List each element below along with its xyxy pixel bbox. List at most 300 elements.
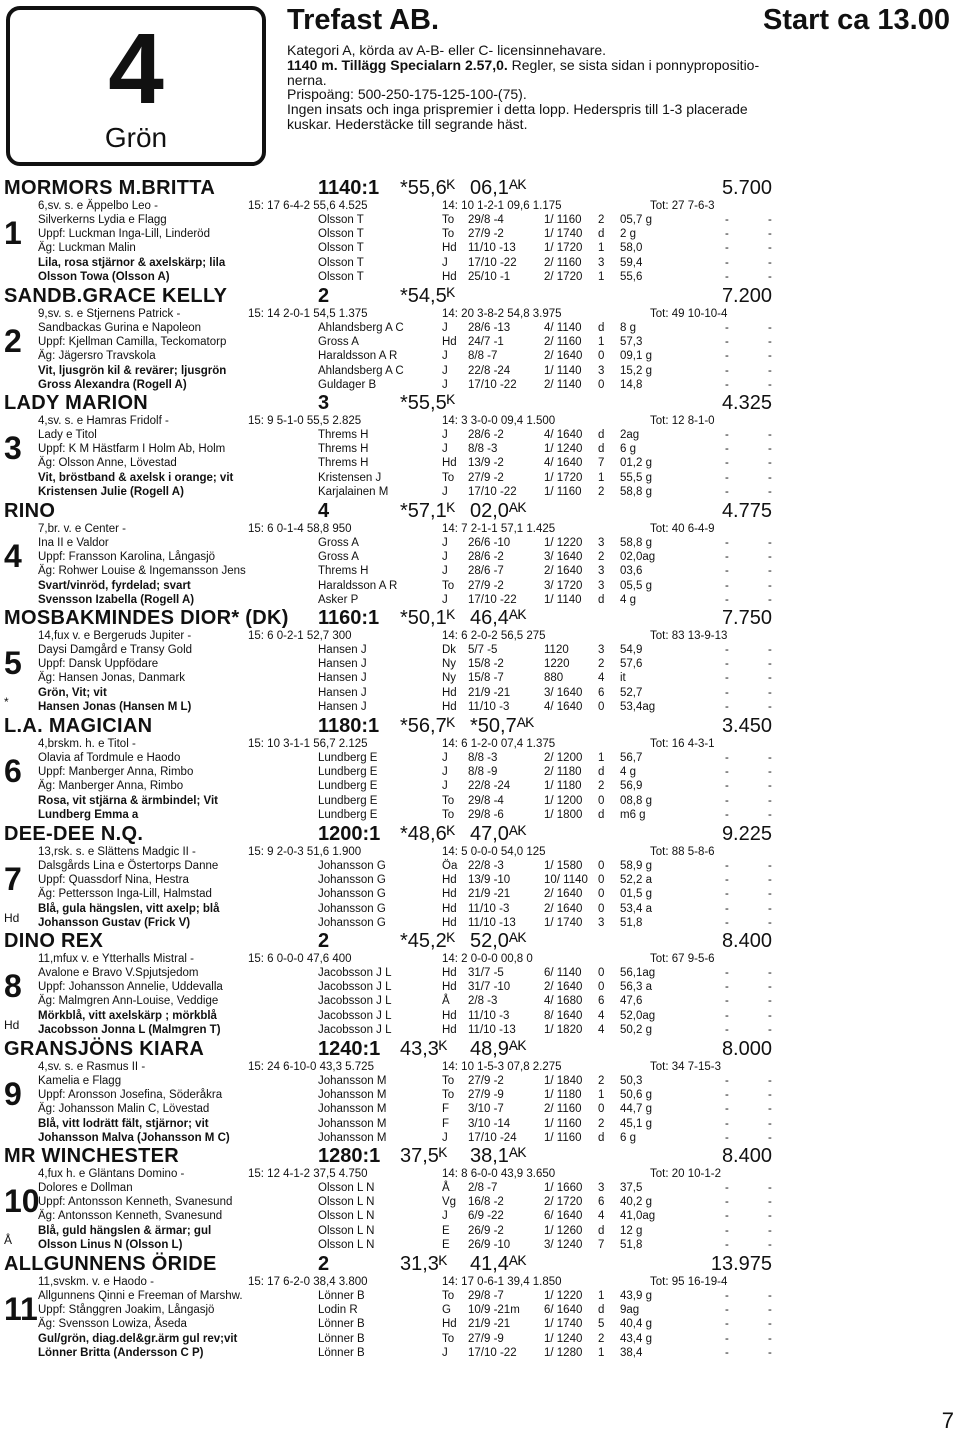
result-cell: 12 g xyxy=(620,1224,643,1237)
result-cell: 3/ 1720 xyxy=(544,579,583,592)
result-row xyxy=(0,980,960,994)
result-cell: - xyxy=(768,1131,772,1144)
race-title: Trefast AB. xyxy=(287,4,440,36)
result-cell: m6 g xyxy=(620,808,646,821)
distance: 1280:1 xyxy=(318,1145,381,1167)
result-row xyxy=(0,1009,960,1023)
result-cell: - xyxy=(725,350,729,363)
result-row xyxy=(0,657,960,671)
result-cell: Silverkerns Lydia e Flagg xyxy=(38,214,167,226)
stats-cell: 15: 12 4-1-2 37,5 4.750 xyxy=(248,1168,368,1180)
result-cell: - xyxy=(725,1346,729,1359)
result-cell: 1/ 1220 xyxy=(544,1290,583,1302)
result-cell: - xyxy=(725,1210,729,1223)
result-cell: - xyxy=(725,429,729,441)
stats-cell: 4,sv. s. e Rasmus II - xyxy=(38,1061,146,1073)
result-cell: - xyxy=(768,860,772,872)
result-cell: 2/ 1140 xyxy=(544,378,582,391)
result-cell: 1/ 1260 xyxy=(544,1224,583,1237)
result-cell: To xyxy=(442,1332,455,1345)
result-cell: Uppf: Antonsson Kenneth, Svanesund xyxy=(38,1196,233,1209)
result-cell: 11/10 -13 xyxy=(468,242,516,255)
stats-row xyxy=(0,307,960,321)
result-row xyxy=(0,1238,960,1252)
result-cell: - xyxy=(725,270,729,283)
result-cell: Hd xyxy=(442,457,457,470)
result-cell: - xyxy=(725,471,729,484)
result-cell: J xyxy=(442,565,448,578)
result-cell: 2 xyxy=(598,551,605,564)
result-cell: 4 g xyxy=(620,593,636,606)
result-cell: 0 xyxy=(598,902,605,915)
result-cell: 58,9 g xyxy=(620,860,652,872)
result-cell: Äg: Rohwer Louise & Ingemansson Jens xyxy=(38,565,246,578)
result-cell: 10/ 1140 xyxy=(544,874,588,887)
result-cell: Jacobsson Jonna L (Malmgren T) xyxy=(38,1023,221,1036)
horse-name: SANDB.GRACE KELLY xyxy=(4,285,228,307)
stats-cell: 11,svskm. v. e Haodo - xyxy=(38,1276,154,1288)
result-cell: - xyxy=(725,256,729,269)
result-cell: - xyxy=(725,378,729,391)
result-cell: Johansson M xyxy=(318,1131,387,1144)
stats-row xyxy=(0,1167,960,1181)
stats-cell: 15: 17 6-2-0 38,4 3.800 xyxy=(248,1276,368,1288)
result-cell: - xyxy=(725,874,729,887)
result-cell: 56,1ag xyxy=(620,967,656,979)
record: *45,2ᴷ xyxy=(400,930,456,952)
record: *55,6ᴷ xyxy=(400,177,456,199)
stats-cell: Tot: 12 8-1-0 xyxy=(650,415,715,427)
race-info-line: Kategori A, körda av A-B- eller C- licensinnehavare. xyxy=(287,42,607,58)
result-cell: 0 xyxy=(598,700,605,713)
result-cell: 4 g xyxy=(620,766,636,779)
result-cell: 40,2 g xyxy=(620,1196,652,1209)
record: *54,5ᴷ xyxy=(400,285,456,307)
result-row xyxy=(0,442,960,456)
record: *55,5ᴷ xyxy=(400,392,456,414)
stats-cell: 4,brskm. h. e Titol - xyxy=(38,738,136,750)
result-cell: 15/8 -7 xyxy=(468,672,504,685)
stats-row xyxy=(0,522,960,536)
result-cell: - xyxy=(768,364,772,377)
result-row xyxy=(0,1224,960,1238)
result-cell: - xyxy=(725,995,729,1008)
result-cell: 13/9 -10 xyxy=(468,874,511,887)
result-cell: 4/ 1640 xyxy=(544,457,583,470)
stats-cell: 14: 6 2-0-2 56,5 275 xyxy=(442,630,546,642)
result-cell: 9ag xyxy=(620,1304,640,1317)
result-cell: 44,7 g xyxy=(620,1103,652,1116)
result-cell: d xyxy=(598,228,605,241)
stats-cell: Tot: 16 4-3-1 xyxy=(650,738,715,750)
stats-cell: 15: 9 5-1-0 55,5 2.825 xyxy=(248,415,362,427)
result-cell: Öa xyxy=(442,860,458,872)
result-cell: - xyxy=(725,364,729,377)
result-cell: 2 xyxy=(598,1332,605,1345)
result-cell: Hd xyxy=(442,336,457,349)
result-cell: - xyxy=(725,551,729,564)
distance: 2 xyxy=(318,930,330,952)
stats-row xyxy=(0,199,960,213)
result-row xyxy=(0,456,960,470)
horse-number: 11 xyxy=(4,1291,38,1327)
result-cell: 22/8 -24 xyxy=(468,780,511,793)
result-cell: J xyxy=(442,378,448,391)
horse-entry xyxy=(0,607,960,711)
result-cell: To xyxy=(442,228,455,241)
result-cell: - xyxy=(725,565,729,578)
result-cell: J xyxy=(442,429,448,441)
result-row xyxy=(0,779,960,793)
result-cell: To xyxy=(442,471,455,484)
result-cell: 2 g xyxy=(620,228,636,241)
distance: 1140:1 xyxy=(318,177,380,199)
result-cell: 56,3 a xyxy=(620,981,652,994)
result-cell: Uppf: K M Hästfarm I Holm Ab, Holm xyxy=(38,443,226,456)
result-cell: Olsson T xyxy=(318,228,364,241)
stats-cell: 6,sv. s. e Äppelbo Leo - xyxy=(38,200,158,212)
result-cell: J xyxy=(442,551,448,564)
result-cell: Ny xyxy=(442,672,457,685)
horse-name: MR WINCHESTER xyxy=(4,1145,180,1167)
result-cell: - xyxy=(725,1103,729,1116)
result-row xyxy=(0,643,960,657)
result-cell: 13/9 -2 xyxy=(468,457,504,470)
result-cell: 54,9 xyxy=(620,644,643,656)
result-cell: 27/9 -9 xyxy=(468,1332,504,1345)
result-cell: 3/ 1240 xyxy=(544,1238,583,1251)
result-cell: - xyxy=(725,1238,729,1251)
horse-entry xyxy=(0,1145,960,1249)
result-row xyxy=(0,321,960,335)
earnings: 7.200 xyxy=(721,285,772,307)
result-cell: J xyxy=(442,443,448,456)
horse-note: * xyxy=(4,695,9,709)
result-cell: - xyxy=(725,1318,729,1331)
result-cell: J xyxy=(442,485,448,498)
result-row xyxy=(0,564,960,578)
result-cell: - xyxy=(725,672,729,685)
result-cell: 0 xyxy=(598,378,605,391)
stats-cell: 14: 2 0-0-0 00,8 0 xyxy=(442,953,533,965)
result-row xyxy=(0,428,960,442)
stats-cell: Tot: 88 5-8-6 xyxy=(650,846,715,858)
stats-cell: 14: 8 6-0-0 43,9 3.650 xyxy=(442,1168,556,1180)
result-cell: - xyxy=(725,1290,729,1302)
result-cell: 01,2 g xyxy=(620,457,652,470)
result-cell: Hd xyxy=(442,1318,457,1331)
horse-name: DEE-DEE N.Q. xyxy=(4,823,144,845)
horse-note: Hd xyxy=(4,1018,20,1032)
result-cell: - xyxy=(768,902,772,915)
result-cell: 53,4ag xyxy=(620,700,656,713)
result-cell: 2/ 1160 xyxy=(544,336,582,349)
result-cell: 2/ 1640 xyxy=(544,888,583,901)
result-row xyxy=(0,593,960,607)
result-cell: 1/ 1160 xyxy=(544,214,582,226)
result-cell: Mörkblå, vitt axelskärp ; mörkblå xyxy=(38,1009,217,1022)
auto-record: 48,9ᴬᴷ xyxy=(470,1038,527,1060)
stats-cell: 9,sv. s. e Stjernens Patrick - xyxy=(38,308,181,320)
result-cell: 1/ 1160 xyxy=(544,1117,582,1130)
horse-entry xyxy=(0,500,960,604)
result-cell: 8/8 -9 xyxy=(468,766,498,779)
stats-cell: 15: 24 6-10-0 43,3 5.725 xyxy=(248,1061,374,1073)
result-cell: Johansson M xyxy=(318,1103,387,1116)
result-cell: - xyxy=(725,1117,729,1130)
result-cell: J xyxy=(442,1346,448,1359)
result-cell: - xyxy=(768,981,772,994)
horse-number: 1 xyxy=(4,215,22,251)
earnings: 9.225 xyxy=(721,823,772,845)
page-number: 7 xyxy=(941,1408,954,1433)
result-cell: Hd xyxy=(442,874,457,887)
result-cell: - xyxy=(768,766,772,779)
result-cell: 3 xyxy=(598,256,605,269)
result-cell: 0 xyxy=(598,967,605,979)
result-cell: 1 xyxy=(598,242,605,255)
result-cell: Äg: Luckman Malin xyxy=(38,242,136,255)
result-cell: To xyxy=(442,808,455,821)
result-cell: 1/ 1220 xyxy=(544,537,583,549)
result-cell: 15,2 g xyxy=(620,364,652,377)
result-cell: 1/ 1740 xyxy=(544,228,583,241)
result-cell: 28/6 -13 xyxy=(468,322,511,334)
stats-cell: 15: 6 0-1-4 58,8 950 xyxy=(248,523,352,535)
stats-cell: 7,br. v. e Center - xyxy=(38,523,126,535)
start-time: Start ca 13.00 xyxy=(762,4,950,36)
result-row xyxy=(0,1209,960,1223)
result-row xyxy=(0,485,960,499)
earnings: 8.000 xyxy=(721,1038,772,1060)
result-row xyxy=(0,916,960,930)
result-cell: - xyxy=(768,1196,772,1209)
race-info-line: Prispoäng: 500-250-175-125-100-(75). xyxy=(287,86,527,103)
record: *57,1ᴷ xyxy=(400,500,456,522)
distance: 1240:1 xyxy=(318,1038,381,1060)
result-row xyxy=(0,378,960,392)
result-cell: 6/ 1140 xyxy=(544,967,582,979)
result-cell: 1 xyxy=(598,752,605,764)
horse-number: 5 xyxy=(4,645,22,681)
result-cell: 1/ 1160 xyxy=(544,485,582,498)
horse-number: 7 xyxy=(4,861,22,897)
result-cell: 52,0ag xyxy=(620,1009,656,1022)
result-cell: 1/ 1800 xyxy=(544,808,583,821)
result-cell: - xyxy=(725,808,729,821)
result-cell: - xyxy=(725,658,729,671)
result-cell: 6/ 1640 xyxy=(544,1210,583,1223)
result-cell: 31/7 -10 xyxy=(468,981,511,994)
stats-cell: 15: 10 3-1-1 56,7 2.125 xyxy=(248,738,368,750)
horse-entry xyxy=(0,1038,960,1142)
result-cell: d xyxy=(598,429,605,441)
result-cell: 58,0 xyxy=(620,242,643,255)
result-cell: 2/8 -3 xyxy=(468,995,498,1008)
result-cell: Ina II e Valdor xyxy=(38,537,109,549)
stats-row xyxy=(0,952,960,966)
result-cell: 4/ 1640 xyxy=(544,700,583,713)
result-cell: - xyxy=(768,967,772,979)
result-row xyxy=(0,1181,960,1195)
result-cell: Olsson L N xyxy=(318,1196,375,1209)
record: 43,3ᴷ xyxy=(400,1038,448,1060)
result-cell: Hansen J xyxy=(318,658,367,671)
result-cell: 1/ 1740 xyxy=(544,916,583,929)
horse-entry xyxy=(0,930,960,1034)
result-cell: Olsson T xyxy=(318,242,364,255)
result-cell: - xyxy=(725,1304,729,1317)
result-cell: E xyxy=(442,1224,450,1237)
result-cell: 31/7 -5 xyxy=(468,967,504,979)
result-cell: 22/8 -3 xyxy=(468,860,504,872)
result-cell: 1120 xyxy=(544,644,569,656)
result-cell: Äg: Jägersro Travskola xyxy=(38,350,156,363)
stats-cell: Tot: 40 6-4-9 xyxy=(650,523,715,535)
result-cell: Johansson Gustav (Frick V) xyxy=(38,916,191,929)
result-row xyxy=(0,471,960,485)
stats-cell: 14: 5 0-0-0 54,0 125 xyxy=(442,846,546,858)
result-cell: Avalone e Bravo V.Spjutsjedom xyxy=(38,967,199,979)
horse-name: L.A. MAGICIAN xyxy=(4,715,153,737)
result-cell: 45,1 g xyxy=(620,1117,652,1130)
result-cell: 4 xyxy=(598,672,605,685)
result-cell: 4/ 1640 xyxy=(544,429,583,441)
result-cell: - xyxy=(768,995,772,1008)
result-cell: Uppf: Aronsson Josefina, Söderåkra xyxy=(38,1089,223,1102)
result-cell: 28/6 -2 xyxy=(468,429,504,441)
result-cell: 17/10 -22 xyxy=(468,485,517,498)
result-cell: Dolores e Dollman xyxy=(38,1182,133,1194)
result-cell: 5/7 -5 xyxy=(468,644,498,656)
result-cell: Gross A xyxy=(318,336,359,349)
result-cell: Uppf: Kjellman Camilla, Teckomatorp xyxy=(38,336,227,349)
result-cell: 3/ 1640 xyxy=(544,551,583,564)
result-cell: 2/8 -7 xyxy=(468,1182,498,1194)
stats-cell: Tot: 34 7-15-3 xyxy=(650,1061,721,1073)
result-cell: d xyxy=(598,1304,605,1317)
result-cell: d xyxy=(598,766,605,779)
result-cell: Lönner B xyxy=(318,1318,365,1331)
result-cell: 27/9 -2 xyxy=(468,579,504,592)
result-cell: - xyxy=(725,794,729,807)
result-cell: - xyxy=(768,1103,772,1116)
result-cell: 1/ 1280 xyxy=(544,1346,583,1359)
result-cell: Blå, gula hängslen, vitt axelp; blå xyxy=(38,902,220,915)
result-cell: Johansson G xyxy=(318,888,386,901)
result-cell: - xyxy=(768,752,772,764)
result-cell: 02,0ag xyxy=(620,551,656,564)
stats-cell: 14: 10 1-2-1 09,6 1.175 xyxy=(442,200,562,212)
result-cell: 11/10 -3 xyxy=(468,1009,510,1022)
result-cell: Haraldsson A R xyxy=(318,350,398,363)
result-cell: Uppf: Manberger Anna, Rimbo xyxy=(38,766,194,779)
auto-record: 46,4ᴬᴷ xyxy=(470,607,527,629)
stats-cell: Tot: 67 9-5-6 xyxy=(650,953,715,965)
result-row xyxy=(0,579,960,593)
result-cell: 8/8 -3 xyxy=(468,752,498,764)
result-cell: F xyxy=(442,1103,450,1116)
result-cell: 27/9 -2 xyxy=(468,228,504,241)
result-cell: - xyxy=(768,672,772,685)
distance: 3 xyxy=(318,392,330,414)
result-cell: - xyxy=(725,888,729,901)
result-cell: Johansson G xyxy=(318,860,386,872)
result-cell: Hansen J xyxy=(318,686,367,699)
race-info-line: Ingen insats och inga prispremier i detta lopp. Hederspris till 1-3 placerade xyxy=(287,101,748,118)
horse-name: MORMORS M.BRITTA xyxy=(4,177,216,199)
result-cell: Johansson M xyxy=(318,1089,387,1102)
result-cell: 57,6 xyxy=(620,658,643,671)
result-cell: 8/8 -7 xyxy=(468,350,498,363)
result-cell: Lönner Britta (Andersson C P) xyxy=(38,1346,204,1359)
stats-cell: 14: 6 1-2-0 07,4 1.375 xyxy=(442,738,556,750)
result-cell: Blå, guld hängslen & ärmar; gul xyxy=(38,1224,212,1237)
result-row xyxy=(0,335,960,349)
stats-cell: Tot: 27 7-6-3 xyxy=(650,200,715,212)
result-row xyxy=(0,1102,960,1116)
result-cell: 6/ 1640 xyxy=(544,1304,583,1317)
result-cell: Äg: Manberger Anna, Rimbo xyxy=(38,780,184,793)
result-cell: Äg: Malmgren Ann-Louise, Veddige xyxy=(38,995,219,1008)
result-row xyxy=(0,994,960,1008)
result-cell: 1 xyxy=(598,1346,605,1359)
result-cell: Hd xyxy=(442,1009,457,1022)
result-cell: - xyxy=(725,700,729,713)
result-cell: 17/10 -24 xyxy=(468,1131,517,1144)
result-cell: Äg: Antonsson Kenneth, Svanesund xyxy=(38,1210,223,1223)
result-cell: - xyxy=(768,336,772,349)
result-cell: 3/10 -14 xyxy=(468,1117,511,1130)
result-cell: Svart/vinröd, fyrdelad; svart xyxy=(38,579,191,592)
result-cell: 38,4 xyxy=(620,1346,643,1359)
result-cell: Olsson L N xyxy=(318,1182,375,1194)
result-cell: 2/ 1720 xyxy=(544,270,583,283)
result-cell: J xyxy=(442,256,448,269)
result-cell: d xyxy=(598,593,605,606)
result-row xyxy=(0,686,960,700)
result-cell: 0 xyxy=(598,874,605,887)
result-cell: 26/6 -10 xyxy=(468,537,511,549)
result-cell: 14,8 xyxy=(620,378,643,391)
result-cell: - xyxy=(725,322,729,334)
result-cell: d xyxy=(598,1131,605,1144)
result-cell: - xyxy=(768,658,772,671)
result-cell: - xyxy=(768,350,772,363)
result-cell: 21/9 -21 xyxy=(468,686,511,699)
result-row xyxy=(0,1074,960,1088)
stats-row xyxy=(0,414,960,428)
result-cell: - xyxy=(725,1023,729,1036)
race-info-line: kuskar. Hederstäcke till segrande häst. xyxy=(287,115,528,132)
result-cell: - xyxy=(768,457,772,470)
result-cell: - xyxy=(768,565,772,578)
result-cell: 27/9 -2 xyxy=(468,471,504,484)
result-row xyxy=(0,256,960,270)
result-cell: - xyxy=(768,874,772,887)
result-cell: Johansson G xyxy=(318,916,386,929)
result-cell: 1/ 1140 xyxy=(544,364,582,377)
result-cell: Kamelia e Flagg xyxy=(38,1075,122,1087)
result-cell: Olsson T xyxy=(318,214,364,226)
result-cell: 2 xyxy=(598,214,605,226)
result-cell: - xyxy=(768,686,772,699)
result-cell: Äg: Johansson Malin C, Lövestad xyxy=(38,1103,210,1116)
result-cell: 26/9 -10 xyxy=(468,1238,511,1251)
result-cell: Svensson Izabella (Rogell A) xyxy=(38,593,195,606)
result-cell: - xyxy=(768,1238,772,1251)
result-cell: Johansson Malva (Johansson M C) xyxy=(38,1131,230,1144)
